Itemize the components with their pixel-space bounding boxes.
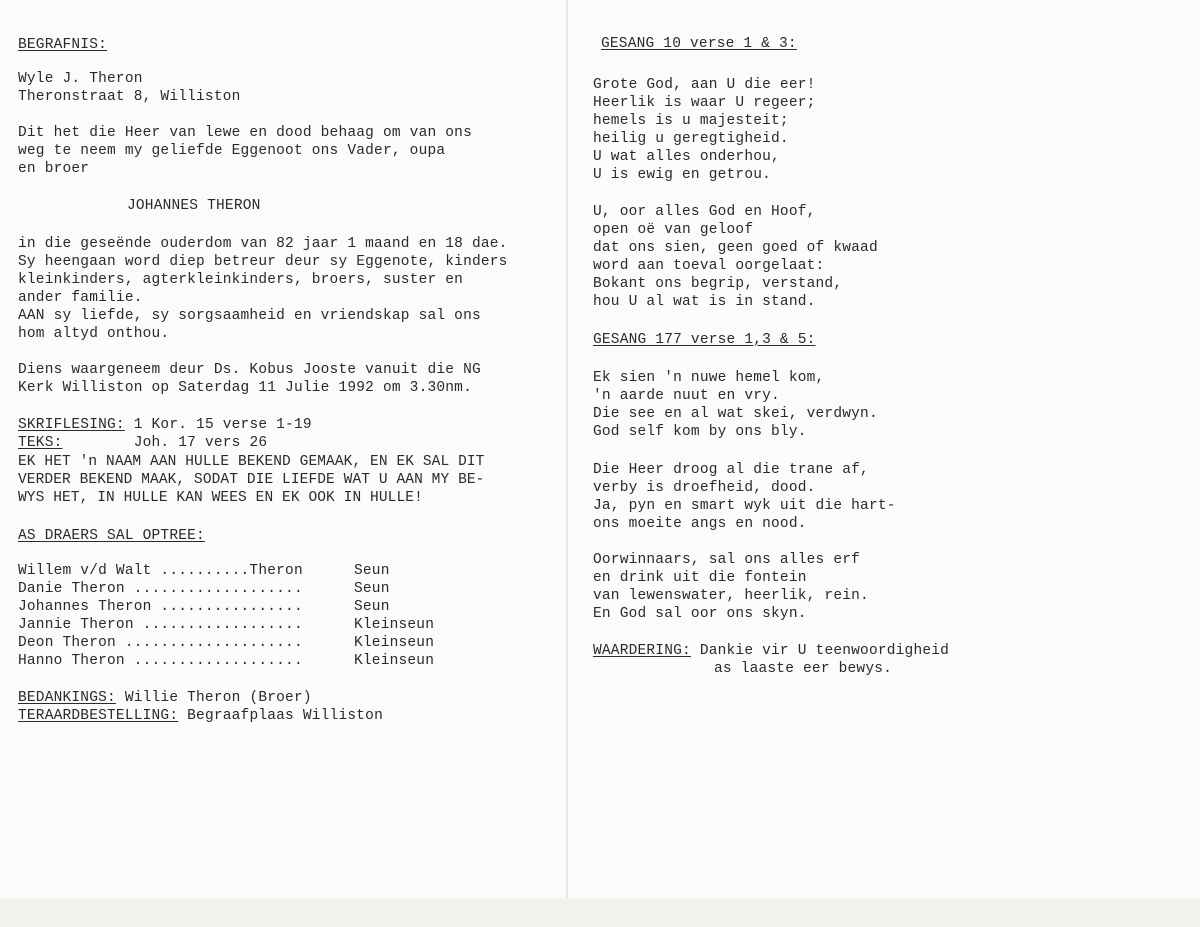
- hymn-2-line: Oorwinnaars, sal ons alles erf: [593, 552, 861, 568]
- bearer-relation: Seun: [354, 599, 390, 615]
- hymn-1-line: Heerlik is waar U regeer;: [593, 95, 816, 111]
- body-line: ander familie.: [18, 290, 143, 306]
- hymn-2-line: God self kom by ons bly.: [593, 424, 807, 440]
- hymn-2-line: Die Heer droog al die trane af,: [593, 462, 869, 478]
- appreciation-label: WAARDERING:: [593, 643, 691, 659]
- page-fold: [566, 0, 568, 927]
- hymn-1-line: heilig u geregtigheid.: [593, 131, 789, 147]
- hymn-1-line: Grote God, aan U die eer!: [593, 77, 816, 93]
- hymn-2-line: verby is droefheid, dood.: [593, 480, 816, 496]
- intro-line: Dit het die Heer van lewe en dood behaag om van ons: [18, 125, 472, 141]
- bearer-name: Willem v/d Walt ..........Theron: [18, 563, 303, 579]
- body-line: Sy heengaan word diep betreur deur sy Eggenote, kinders: [18, 254, 508, 270]
- hymn-2-line: ons moeite angs en nood.: [593, 516, 807, 532]
- hymn-1-line: hou U al wat is in stand.: [593, 294, 816, 310]
- address: Theronstraat 8, Williston: [18, 89, 241, 105]
- text-quote-line: VERDER BEKEND MAAK, SODAT DIE LIEFDE WAT U AAN MY BE-: [18, 472, 485, 488]
- bearer-relation: Seun: [354, 581, 390, 597]
- hymn-1-line: word aan toeval oorgelaat:: [593, 258, 825, 274]
- body-line: in die geseënde ouderdom van 82 jaar 1 maand en 18 dae.: [18, 236, 508, 252]
- scripture-reading: [18, 416, 312, 434]
- bearer-relation: Kleinseun: [354, 653, 435, 669]
- body-line: kleinkinders, agterkleinkinders, broers, suster en: [18, 272, 464, 288]
- body-line: AAN sy liefde, sy sorgsaamheid en vriendskap sal ons: [18, 308, 481, 324]
- deceased-short-name: Wyle J. Theron: [18, 71, 143, 87]
- hymn-1-heading: GESANG 10 verse 1 & 3:: [601, 36, 797, 52]
- appreciation-line: [593, 642, 949, 660]
- bearer-name: Deon Theron ....................: [18, 635, 303, 651]
- hymn-2-line: Die see en al wat skei, verdwyn.: [593, 406, 878, 422]
- intro-line: weg te neem my geliefde Eggenoot ons Vader, oupa: [18, 143, 446, 159]
- hymn-2-line: 'n aarde nuut en vry.: [593, 388, 780, 404]
- intro-line: en broer: [18, 161, 90, 177]
- paper-edge: [0, 898, 1200, 927]
- bearer-name: Hanno Theron ...................: [18, 653, 303, 669]
- bearer-name: Danie Theron ...................: [18, 581, 303, 597]
- thanks-line: [18, 689, 312, 707]
- thanks-label: BEDANKINGS:: [18, 690, 116, 706]
- hymn-1-line: U is ewig en getrou.: [593, 167, 772, 183]
- bearer-relation: Seun: [354, 563, 390, 579]
- hymn-1-line: Bokant ons begrip, verstand,: [593, 276, 843, 292]
- hymn-1-line: hemels is u majesteit;: [593, 113, 789, 129]
- hymn-2-line: En God sal oor ons skyn.: [593, 606, 807, 622]
- page-heading: BEGRAFNIS:: [18, 37, 108, 53]
- hymn-2-line: Ja, pyn en smart wyk uit die hart-: [593, 498, 896, 514]
- bearer-name: Johannes Theron ................: [18, 599, 303, 615]
- appreciation-line-2: as laaste eer bewys.: [714, 661, 893, 677]
- hymn-1-line: U, oor alles God en Hoof,: [593, 204, 816, 220]
- service-line: Kerk Williston op Saterdag 11 Julie 1992 om 3.30nm.: [18, 380, 472, 396]
- hymn-2-line: en drink uit die fontein: [593, 570, 807, 586]
- hymn-1-line: U wat alles onderhou,: [593, 149, 780, 165]
- text-label: TEKS:: [18, 435, 63, 451]
- text-value: Joh. 17 vers 26: [62, 435, 268, 451]
- scripture-value: 1 Kor. 15 verse 1-19: [124, 417, 312, 433]
- burial-value: Begraafplaas Williston: [178, 708, 383, 724]
- text-reference: [18, 434, 267, 452]
- service-line: Diens waargeneem deur Ds. Kobus Jooste vanuit die NG: [18, 362, 481, 378]
- bearer-name: Jannie Theron ..................: [18, 617, 303, 633]
- scripture-label: SKRIFLESING:: [18, 417, 125, 433]
- burial-line: [18, 707, 383, 725]
- hymn-2-line: Ek sien 'n nuwe hemel kom,: [593, 370, 825, 386]
- hymn-1-line: open oë van geloof: [593, 222, 754, 238]
- body-line: hom altyd onthou.: [18, 326, 170, 342]
- deceased-full-name: JOHANNES THERON: [127, 198, 261, 214]
- hymn-2-heading: GESANG 177 verse 1,3 & 5:: [593, 332, 816, 348]
- bearer-relation: Kleinseun: [354, 617, 435, 633]
- text-quote-line: WYS HET, IN HULLE KAN WEES EN EK OOK IN HULLE!: [18, 490, 423, 506]
- bearer-relation: Kleinseun: [354, 635, 435, 651]
- appreciation-value: Dankie vir U teenwoordigheid: [690, 643, 950, 659]
- thanks-value: Willie Theron (Broer): [115, 690, 312, 706]
- hymn-2-line: van lewenswater, heerlik, rein.: [593, 588, 869, 604]
- hymn-1-line: dat ons sien, geen goed of kwaad: [593, 240, 878, 256]
- text-quote-line: EK HET 'n NAAM AAN HULLE BEKEND GEMAAK, EN EK SAL DIT: [18, 454, 485, 470]
- bearers-heading: AS DRAERS SAL OPTREE:: [18, 528, 205, 544]
- burial-label: TERAARDBESTELLING:: [18, 708, 179, 724]
